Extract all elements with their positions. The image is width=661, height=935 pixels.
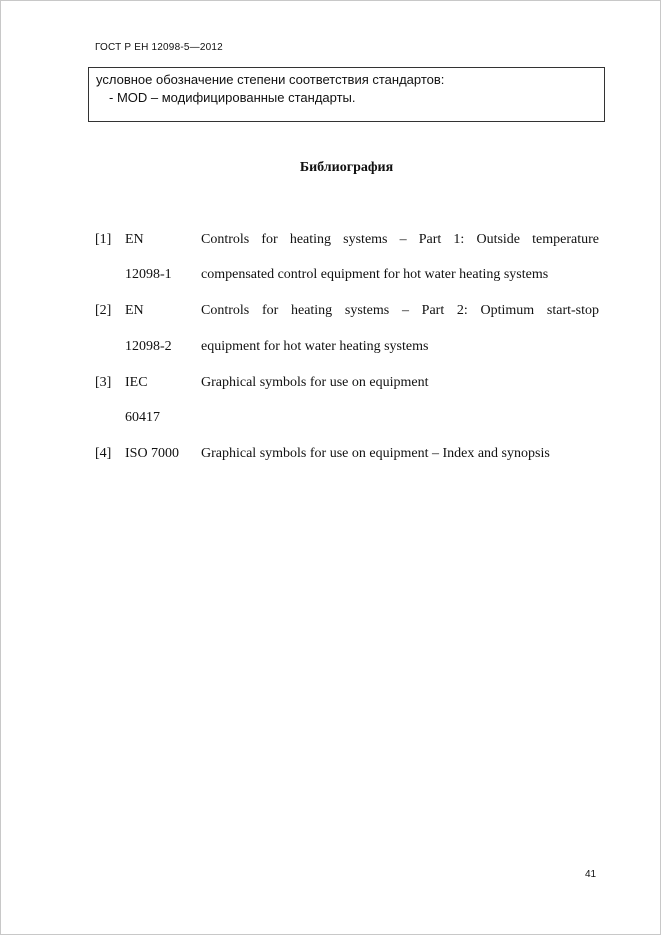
entry-code: 60417: [125, 410, 160, 425]
entry-code: EN: [125, 232, 144, 247]
entry-code: 12098-1: [125, 267, 172, 282]
note-line-2: - MOD – модифицированные стандарты.: [109, 90, 356, 105]
entry-number: [3]: [95, 375, 112, 390]
bibliography-title: Библиография: [299, 160, 394, 175]
entry-code: IEC: [125, 375, 148, 390]
note-line-1: условное обозначение степени соответствия стандартов:: [96, 72, 445, 87]
entry-number: [1]: [95, 232, 112, 247]
entry-title: compensated control equipment for hot water heating systems: [201, 267, 549, 282]
entry-title: Controls for heating systems – Part 1: Outside temperature: [201, 232, 599, 247]
entry-code: ISO 7000: [125, 446, 180, 461]
entry-title: equipment for hot water heating systems: [201, 339, 429, 354]
entry-title: Controls for heating systems – Part 2: Optimum start-stop: [201, 303, 599, 318]
entry-title: Graphical symbols for use on equipment: [201, 375, 429, 390]
entry-title: Graphical symbols for use on equipment – Index and synopsis: [201, 446, 550, 461]
page-number: 41: [585, 869, 597, 880]
entry-code: 12098-2: [125, 339, 172, 354]
note-box: [88, 67, 605, 122]
entry-number: [2]: [95, 303, 112, 318]
entry-code: EN: [125, 303, 144, 318]
document-id-header: ГОСТ Р ЕН 12098-5—2012: [95, 42, 223, 53]
entry-number: [4]: [95, 446, 112, 461]
